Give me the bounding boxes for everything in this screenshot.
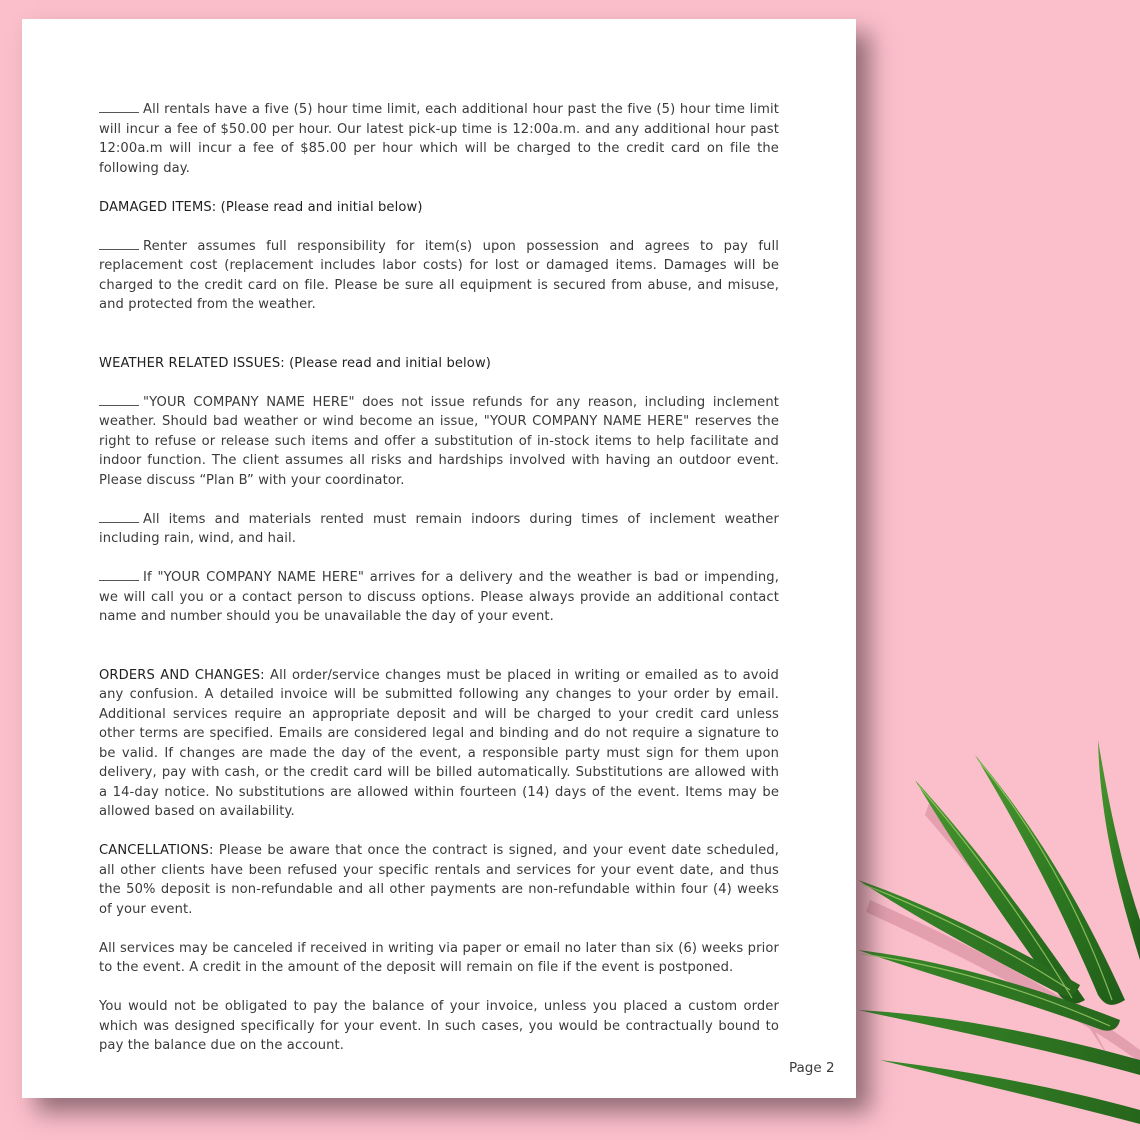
- clause-weather-refunds: [99, 393, 779, 491]
- page-number: Page 2: [789, 1060, 835, 1076]
- section-heading-damaged-items: DAMAGED ITEMS: (Please read and initial below): [99, 199, 423, 215]
- clause-text: All items and materials rented must remain indoors during times of inclement weather including rain, wind, and hail.: [99, 511, 779, 546]
- paragraph-balance: You would not be obligated to pay the balance of your invoice, unless you placed a custom order which was designed specifically for your event. In such cases, you would be contractually bound to pay the balance due on the account.: [99, 999, 779, 1053]
- clause-text: Renter assumes full responsibility for item(s) upon possession and agrees to pay full replacement cost (replacement includes labor costs) for lost or damaged items. Damages will be charged to the credit card on file. Please be sure all equipment is secured from abuse, and misuse, and protected from the weather.: [99, 238, 779, 312]
- initial-blank: [99, 238, 139, 250]
- clause-time-limit: [99, 100, 779, 178]
- clause-weather-indoors: [99, 510, 779, 549]
- clause-text: All rentals have a five (5) hour time limit, each additional hour past the five (5) hour time limit will incur a fee of $50.00 per hour. Our latest pick-up time is 12:00a.m. and any additional hour past 12:00a.m will incur a fee of $85.00 per hour which will be charged to the credit card on file the following day.: [99, 102, 779, 176]
- clause-weather-delivery: [99, 568, 779, 627]
- section-orders-and-changes: [99, 666, 779, 822]
- clause-text: "YOUR COMPANY NAME HERE" does not issue refunds for any reason, including inclement weather. Should bad weather or wind become an issue, "YOUR COMPANY NAME HERE" reserves the right to refuse or release such items and offer a substitution of in-stock items to help facilitate and indoor function. The client assumes all risks and hardships involved with having an outdoor event. Please discuss “Plan B” with your coordinator.: [99, 394, 779, 488]
- section-cancellations: [99, 841, 779, 919]
- section-label-cancellations: CANCELLATIONS:: [99, 843, 214, 858]
- clause-damaged-responsibility: [99, 237, 779, 315]
- paragraph-cancel-notice: All services may be canceled if received in writing via paper or email no later than six (6) weeks prior to the event. A credit in the amount of the deposit will remain on file if the event is postponed.: [99, 940, 779, 975]
- section-text-orders: All order/service changes must be placed in writing or emailed as to avoid any confusion. A detailed invoice will be submitted following any changes to your order by email. Additional services require an appropriate deposit and will be charged to your credit card unless other terms are specified. Emails are considered legal and binding and do not require a signature to be valid. If changes are made the day of the event, a responsible party must sign for them upon delivery, pay with cash, or the credit card will be billed automatically. Substitutions are allowed with a 14-day notice. No substitutions are allowed within fourteen (14) days of the event. Items may be allowed based on availability.: [99, 667, 779, 819]
- section-label-orders: ORDERS AND CHANGES:: [99, 667, 265, 683]
- clause-text: If "YOUR COMPANY NAME HERE" arrives for a delivery and the weather is bad or impending, we will call you or a contact person to discuss options. Please always provide an additional contact name and number should you be unavailable the day of your event.: [99, 570, 779, 624]
- document-body: [99, 100, 779, 1075]
- initial-blank: [99, 101, 139, 113]
- section-heading-weather: WEATHER RELATED ISSUES: (Please read and initial below): [99, 355, 491, 371]
- section-text-cancellations: Please be aware that once the contract is signed, and your event date scheduled, all other clients have been refused your specific rentals and services for your event date, and thus the 50% deposit is non-refundable and all other payments are non-refundable within four (4) weeks of your event.: [99, 843, 779, 917]
- initial-blank: [99, 394, 139, 406]
- initial-blank: [99, 569, 139, 581]
- initial-blank: [99, 511, 139, 523]
- document-page: [22, 19, 856, 1098]
